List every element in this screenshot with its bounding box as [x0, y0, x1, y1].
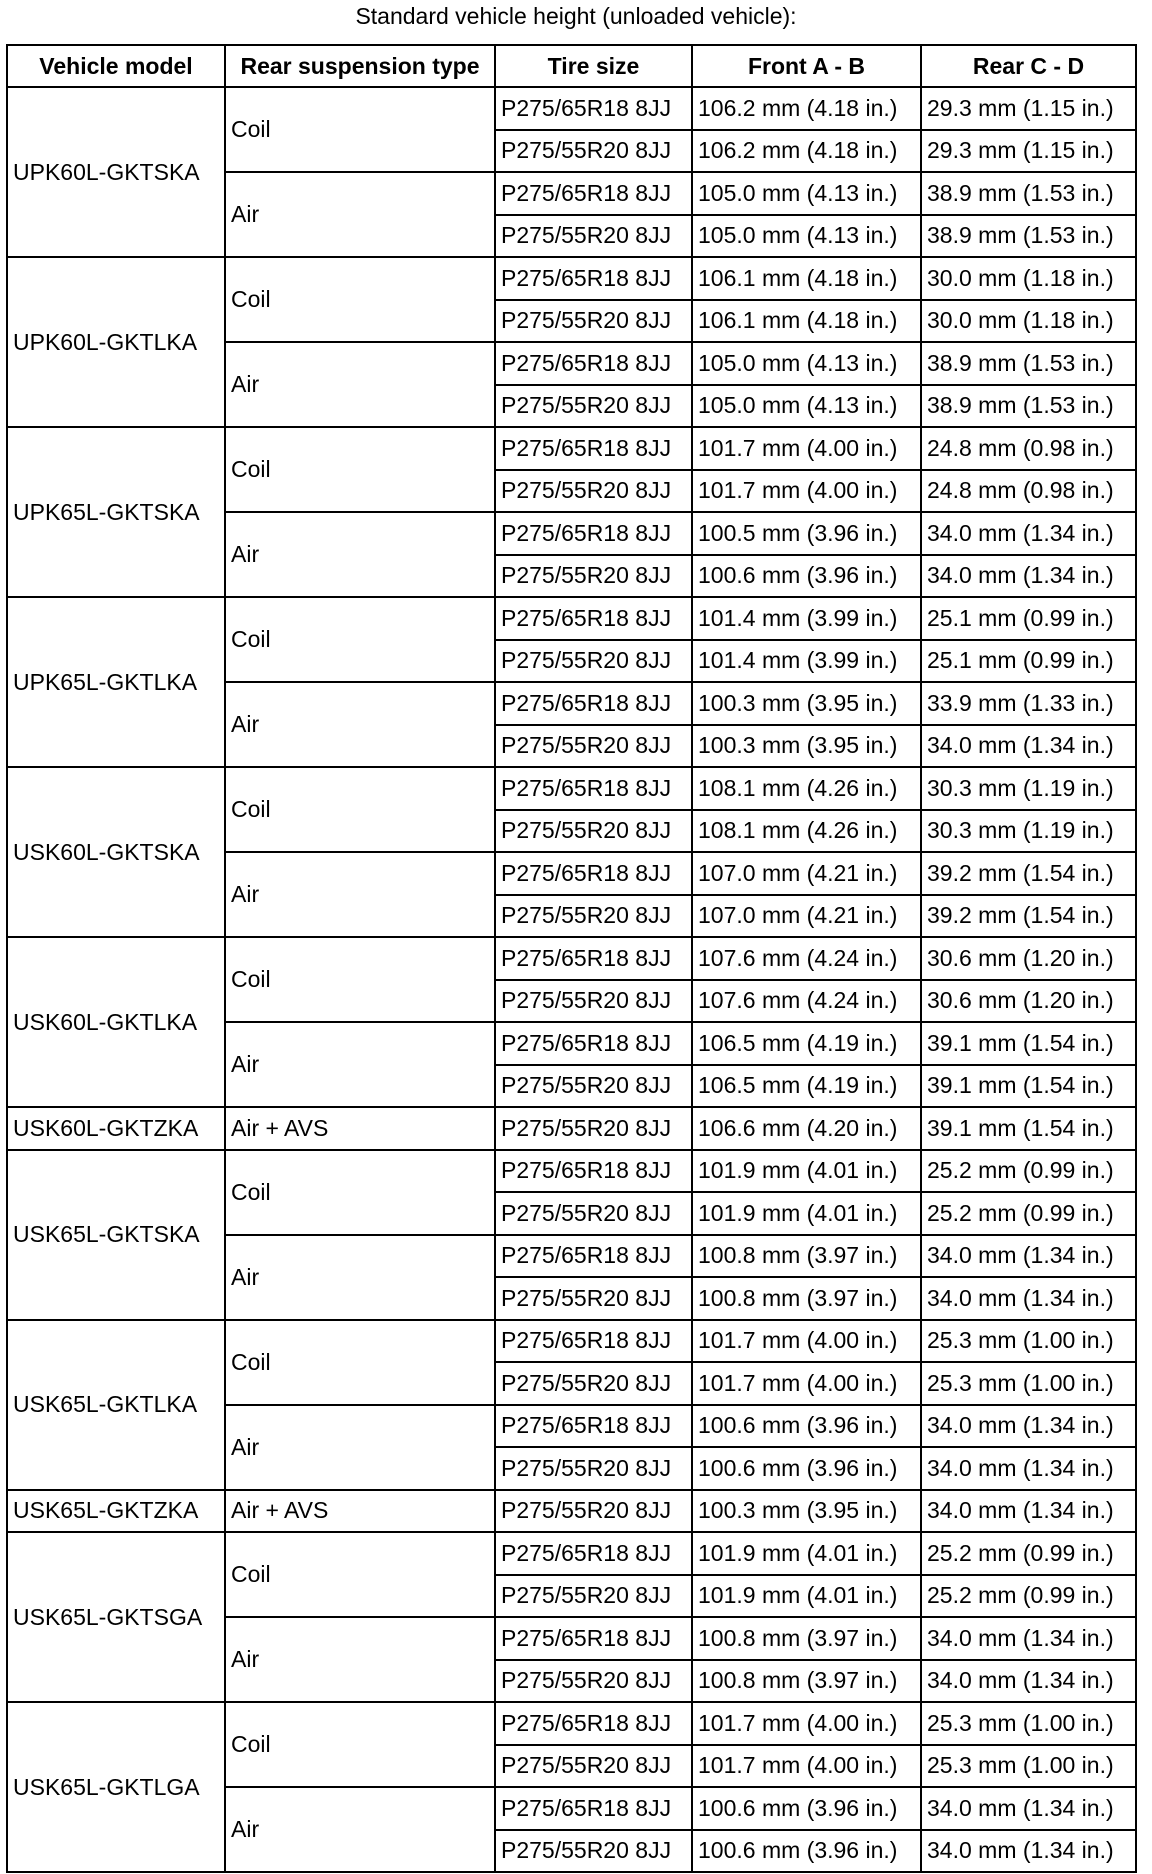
tire-size-cell: P275/65R18 8JJ — [495, 1150, 692, 1193]
rear-c-d-cell: 39.2 mm (1.54 in.) — [921, 852, 1136, 895]
front-a-b-cell: 107.0 mm (4.21 in.) — [692, 852, 921, 895]
front-a-b-cell: 106.2 mm (4.18 in.) — [692, 130, 921, 173]
tire-size-cell: P275/55R20 8JJ — [495, 1660, 692, 1703]
front-a-b-cell: 100.3 mm (3.95 in.) — [692, 1490, 921, 1533]
rear-suspension-type-cell: Air + AVS — [225, 1490, 495, 1533]
vehicle-model-cell: USK60L-GKTZKA — [7, 1107, 225, 1150]
rear-c-d-cell: 30.6 mm (1.20 in.) — [921, 937, 1136, 980]
front-a-b-cell: 101.4 mm (3.99 in.) — [692, 597, 921, 640]
table-row — [7, 1150, 1136, 1193]
vehicle-model-cell: USK65L-GKTSGA — [7, 1532, 225, 1702]
rear-c-d-cell: 34.0 mm (1.34 in.) — [921, 1277, 1136, 1320]
rear-suspension-type-cell: Coil — [225, 1320, 495, 1405]
rear-c-d-cell: 34.0 mm (1.34 in.) — [921, 1830, 1136, 1873]
rear-suspension-type-cell: Air — [225, 1022, 495, 1107]
front-a-b-cell: 105.0 mm (4.13 in.) — [692, 172, 921, 215]
front-a-b-cell: 100.5 mm (3.96 in.) — [692, 512, 921, 555]
header-tire-size: Tire size — [495, 45, 692, 87]
tire-size-cell: P275/65R18 8JJ — [495, 342, 692, 385]
header-vehicle-model: Vehicle model — [7, 45, 225, 87]
front-a-b-cell: 101.9 mm (4.01 in.) — [692, 1150, 921, 1193]
front-a-b-cell: 106.5 mm (4.19 in.) — [692, 1065, 921, 1108]
rear-c-d-cell: 24.8 mm (0.98 in.) — [921, 470, 1136, 513]
front-a-b-cell: 101.7 mm (4.00 in.) — [692, 1362, 921, 1405]
rear-c-d-cell: 29.3 mm (1.15 in.) — [921, 130, 1136, 173]
header-rear-c-d: Rear C - D — [921, 45, 1136, 87]
rear-suspension-type-cell: Air — [225, 682, 495, 767]
front-a-b-cell: 100.8 mm (3.97 in.) — [692, 1660, 921, 1703]
tire-size-cell: P275/65R18 8JJ — [495, 937, 692, 980]
rear-c-d-cell: 39.1 mm (1.54 in.) — [921, 1022, 1136, 1065]
rear-c-d-cell: 38.9 mm (1.53 in.) — [921, 172, 1136, 215]
front-a-b-cell: 100.6 mm (3.96 in.) — [692, 1447, 921, 1490]
tire-size-cell: P275/55R20 8JJ — [495, 1065, 692, 1108]
rear-c-d-cell: 25.3 mm (1.00 in.) — [921, 1362, 1136, 1405]
rear-suspension-type-cell: Coil — [225, 1150, 495, 1235]
rear-suspension-type-cell: Air — [225, 1235, 495, 1320]
rear-c-d-cell: 34.0 mm (1.34 in.) — [921, 1490, 1136, 1533]
front-a-b-cell: 108.1 mm (4.26 in.) — [692, 767, 921, 810]
front-a-b-cell: 100.6 mm (3.96 in.) — [692, 1787, 921, 1830]
tire-size-cell: P275/55R20 8JJ — [495, 1490, 692, 1533]
front-a-b-cell: 101.7 mm (4.00 in.) — [692, 470, 921, 513]
tire-size-cell: P275/55R20 8JJ — [495, 215, 692, 258]
table-row — [7, 767, 1136, 810]
rear-c-d-cell: 30.3 mm (1.19 in.) — [921, 810, 1136, 853]
front-a-b-cell: 105.0 mm (4.13 in.) — [692, 385, 921, 428]
rear-c-d-cell: 30.0 mm (1.18 in.) — [921, 257, 1136, 300]
tire-size-cell: P275/55R20 8JJ — [495, 555, 692, 598]
rear-c-d-cell: 34.0 mm (1.34 in.) — [921, 512, 1136, 555]
vehicle-model-cell: USK65L-GKTLGA — [7, 1702, 225, 1872]
rear-c-d-cell: 34.0 mm (1.34 in.) — [921, 1787, 1136, 1830]
rear-c-d-cell: 25.3 mm (1.00 in.) — [921, 1320, 1136, 1363]
rear-suspension-type-cell: Air — [225, 852, 495, 937]
rear-suspension-type-cell: Air — [225, 1405, 495, 1490]
front-a-b-cell: 100.6 mm (3.96 in.) — [692, 1405, 921, 1448]
front-a-b-cell: 100.6 mm (3.96 in.) — [692, 555, 921, 598]
table-row — [7, 937, 1136, 980]
tire-size-cell: P275/65R18 8JJ — [495, 1235, 692, 1278]
front-a-b-cell: 101.9 mm (4.01 in.) — [692, 1192, 921, 1235]
front-a-b-cell: 100.8 mm (3.97 in.) — [692, 1277, 921, 1320]
front-a-b-cell: 101.7 mm (4.00 in.) — [692, 1702, 921, 1745]
front-a-b-cell: 106.6 mm (4.20 in.) — [692, 1107, 921, 1150]
tire-size-cell: P275/65R18 8JJ — [495, 87, 692, 130]
front-a-b-cell: 100.6 mm (3.96 in.) — [692, 1830, 921, 1873]
rear-suspension-type-cell: Air — [225, 512, 495, 597]
table-row — [7, 257, 1136, 300]
table-row — [7, 597, 1136, 640]
front-a-b-cell: 105.0 mm (4.13 in.) — [692, 342, 921, 385]
tire-size-cell: P275/55R20 8JJ — [495, 1362, 692, 1405]
front-a-b-cell: 107.6 mm (4.24 in.) — [692, 980, 921, 1023]
tire-size-cell: P275/65R18 8JJ — [495, 1787, 692, 1830]
tire-size-cell: P275/65R18 8JJ — [495, 1532, 692, 1575]
rear-c-d-cell: 24.8 mm (0.98 in.) — [921, 427, 1136, 470]
front-a-b-cell: 100.8 mm (3.97 in.) — [692, 1235, 921, 1278]
tire-size-cell: P275/65R18 8JJ — [495, 597, 692, 640]
header-rear-suspension-type: Rear suspension type — [225, 45, 495, 87]
rear-c-d-cell: 34.0 mm (1.34 in.) — [921, 1447, 1136, 1490]
table-row — [7, 1490, 1136, 1533]
vehicle-model-cell: USK60L-GKTSKA — [7, 767, 225, 937]
rear-c-d-cell: 33.9 mm (1.33 in.) — [921, 682, 1136, 725]
vehicle-model-cell: UPK60L-GKTLKA — [7, 257, 225, 427]
rear-suspension-type-cell: Coil — [225, 767, 495, 852]
vehicle-model-cell: UPK65L-GKTSKA — [7, 427, 225, 597]
rear-suspension-type-cell: Air + AVS — [225, 1107, 495, 1150]
rear-c-d-cell: 34.0 mm (1.34 in.) — [921, 1660, 1136, 1703]
rear-c-d-cell: 25.2 mm (0.99 in.) — [921, 1192, 1136, 1235]
front-a-b-cell: 107.6 mm (4.24 in.) — [692, 937, 921, 980]
front-a-b-cell: 108.1 mm (4.26 in.) — [692, 810, 921, 853]
rear-c-d-cell: 38.9 mm (1.53 in.) — [921, 215, 1136, 258]
rear-c-d-cell: 25.1 mm (0.99 in.) — [921, 640, 1136, 683]
front-a-b-cell: 101.9 mm (4.01 in.) — [692, 1575, 921, 1618]
rear-c-d-cell: 30.0 mm (1.18 in.) — [921, 300, 1136, 343]
table-row — [7, 87, 1136, 130]
rear-c-d-cell: 34.0 mm (1.34 in.) — [921, 1235, 1136, 1278]
table-row — [7, 427, 1136, 470]
front-a-b-cell: 100.3 mm (3.95 in.) — [692, 725, 921, 768]
vehicle-model-cell: UPK65L-GKTLKA — [7, 597, 225, 767]
tire-size-cell: P275/55R20 8JJ — [495, 1447, 692, 1490]
tire-size-cell: P275/55R20 8JJ — [495, 980, 692, 1023]
tire-size-cell: P275/55R20 8JJ — [495, 385, 692, 428]
rear-c-d-cell: 25.3 mm (1.00 in.) — [921, 1745, 1136, 1788]
tire-size-cell: P275/55R20 8JJ — [495, 810, 692, 853]
rear-c-d-cell: 30.6 mm (1.20 in.) — [921, 980, 1136, 1023]
rear-c-d-cell: 34.0 mm (1.34 in.) — [921, 1405, 1136, 1448]
rear-c-d-cell: 25.2 mm (0.99 in.) — [921, 1150, 1136, 1193]
rear-suspension-type-cell: Air — [225, 342, 495, 427]
tire-size-cell: P275/55R20 8JJ — [495, 640, 692, 683]
tire-size-cell: P275/55R20 8JJ — [495, 470, 692, 513]
rear-c-d-cell: 25.3 mm (1.00 in.) — [921, 1702, 1136, 1745]
vehicle-height-table — [6, 44, 1137, 1873]
tire-size-cell: P275/55R20 8JJ — [495, 1192, 692, 1235]
rear-suspension-type-cell: Coil — [225, 937, 495, 1022]
tire-size-cell: P275/55R20 8JJ — [495, 1745, 692, 1788]
front-a-b-cell: 101.7 mm (4.00 in.) — [692, 1745, 921, 1788]
tire-size-cell: P275/65R18 8JJ — [495, 257, 692, 300]
rear-c-d-cell: 34.0 mm (1.34 in.) — [921, 725, 1136, 768]
front-a-b-cell: 100.3 mm (3.95 in.) — [692, 682, 921, 725]
rear-c-d-cell: 25.1 mm (0.99 in.) — [921, 597, 1136, 640]
header-row — [7, 45, 1136, 87]
table-row — [7, 1532, 1136, 1575]
front-a-b-cell: 106.1 mm (4.18 in.) — [692, 300, 921, 343]
tire-size-cell: P275/65R18 8JJ — [495, 1022, 692, 1065]
front-a-b-cell: 106.1 mm (4.18 in.) — [692, 257, 921, 300]
vehicle-model-cell: USK65L-GKTZKA — [7, 1490, 225, 1533]
front-a-b-cell: 106.2 mm (4.18 in.) — [692, 87, 921, 130]
rear-c-d-cell: 38.9 mm (1.53 in.) — [921, 385, 1136, 428]
vehicle-model-cell: USK65L-GKTLKA — [7, 1320, 225, 1490]
rear-suspension-type-cell: Coil — [225, 1532, 495, 1617]
tire-size-cell: P275/65R18 8JJ — [495, 682, 692, 725]
tire-size-cell: P275/65R18 8JJ — [495, 1617, 692, 1660]
tire-size-cell: P275/65R18 8JJ — [495, 852, 692, 895]
rear-c-d-cell: 38.9 mm (1.53 in.) — [921, 342, 1136, 385]
tire-size-cell: P275/55R20 8JJ — [495, 1575, 692, 1618]
rear-c-d-cell: 39.1 mm (1.54 in.) — [921, 1065, 1136, 1108]
tire-size-cell: P275/55R20 8JJ — [495, 725, 692, 768]
tire-size-cell: P275/65R18 8JJ — [495, 1702, 692, 1745]
rear-c-d-cell: 39.2 mm (1.54 in.) — [921, 895, 1136, 938]
tire-size-cell: P275/55R20 8JJ — [495, 300, 692, 343]
front-a-b-cell: 105.0 mm (4.13 in.) — [692, 215, 921, 258]
tire-size-cell: P275/65R18 8JJ — [495, 767, 692, 810]
tire-size-cell: P275/55R20 8JJ — [495, 130, 692, 173]
tire-size-cell: P275/65R18 8JJ — [495, 512, 692, 555]
tire-size-cell: P275/65R18 8JJ — [495, 427, 692, 470]
vehicle-model-cell: USK65L-GKTSKA — [7, 1150, 225, 1320]
table-body — [7, 87, 1136, 1872]
tire-size-cell: P275/65R18 8JJ — [495, 1320, 692, 1363]
front-a-b-cell: 100.8 mm (3.97 in.) — [692, 1617, 921, 1660]
rear-suspension-type-cell: Coil — [225, 87, 495, 172]
rear-c-d-cell: 34.0 mm (1.34 in.) — [921, 555, 1136, 598]
rear-suspension-type-cell: Coil — [225, 257, 495, 342]
rear-suspension-type-cell: Coil — [225, 427, 495, 512]
tire-size-cell: P275/55R20 8JJ — [495, 1830, 692, 1873]
tire-size-cell: P275/55R20 8JJ — [495, 1107, 692, 1150]
front-a-b-cell: 101.4 mm (3.99 in.) — [692, 640, 921, 683]
table-row — [7, 1320, 1136, 1363]
front-a-b-cell: 101.7 mm (4.00 in.) — [692, 427, 921, 470]
table-header — [7, 45, 1136, 87]
rear-c-d-cell: 29.3 mm (1.15 in.) — [921, 87, 1136, 130]
vehicle-model-cell: USK60L-GKTLKA — [7, 937, 225, 1107]
header-front-a-b: Front A - B — [692, 45, 921, 87]
rear-suspension-type-cell: Air — [225, 1617, 495, 1702]
rear-c-d-cell: 34.0 mm (1.34 in.) — [921, 1617, 1136, 1660]
vehicle-model-cell: UPK60L-GKTSKA — [7, 87, 225, 257]
rear-suspension-type-cell: Air — [225, 1787, 495, 1872]
rear-c-d-cell: 25.2 mm (0.99 in.) — [921, 1532, 1136, 1575]
tire-size-cell: P275/65R18 8JJ — [495, 1405, 692, 1448]
rear-suspension-type-cell: Coil — [225, 597, 495, 682]
table-row — [7, 1107, 1136, 1150]
table-title: Standard vehicle height (unloaded vehicle): — [355, 3, 797, 29]
front-a-b-cell: 101.9 mm (4.01 in.) — [692, 1532, 921, 1575]
rear-suspension-type-cell: Coil — [225, 1702, 495, 1787]
front-a-b-cell: 106.5 mm (4.19 in.) — [692, 1022, 921, 1065]
tire-size-cell: P275/55R20 8JJ — [495, 895, 692, 938]
table-row — [7, 1702, 1136, 1745]
rear-c-d-cell: 30.3 mm (1.19 in.) — [921, 767, 1136, 810]
tire-size-cell: P275/55R20 8JJ — [495, 1277, 692, 1320]
rear-suspension-type-cell: Air — [225, 172, 495, 257]
front-a-b-cell: 107.0 mm (4.21 in.) — [692, 895, 921, 938]
front-a-b-cell: 101.7 mm (4.00 in.) — [692, 1320, 921, 1363]
rear-c-d-cell: 25.2 mm (0.99 in.) — [921, 1575, 1136, 1618]
rear-c-d-cell: 39.1 mm (1.54 in.) — [921, 1107, 1136, 1150]
tire-size-cell: P275/65R18 8JJ — [495, 172, 692, 215]
